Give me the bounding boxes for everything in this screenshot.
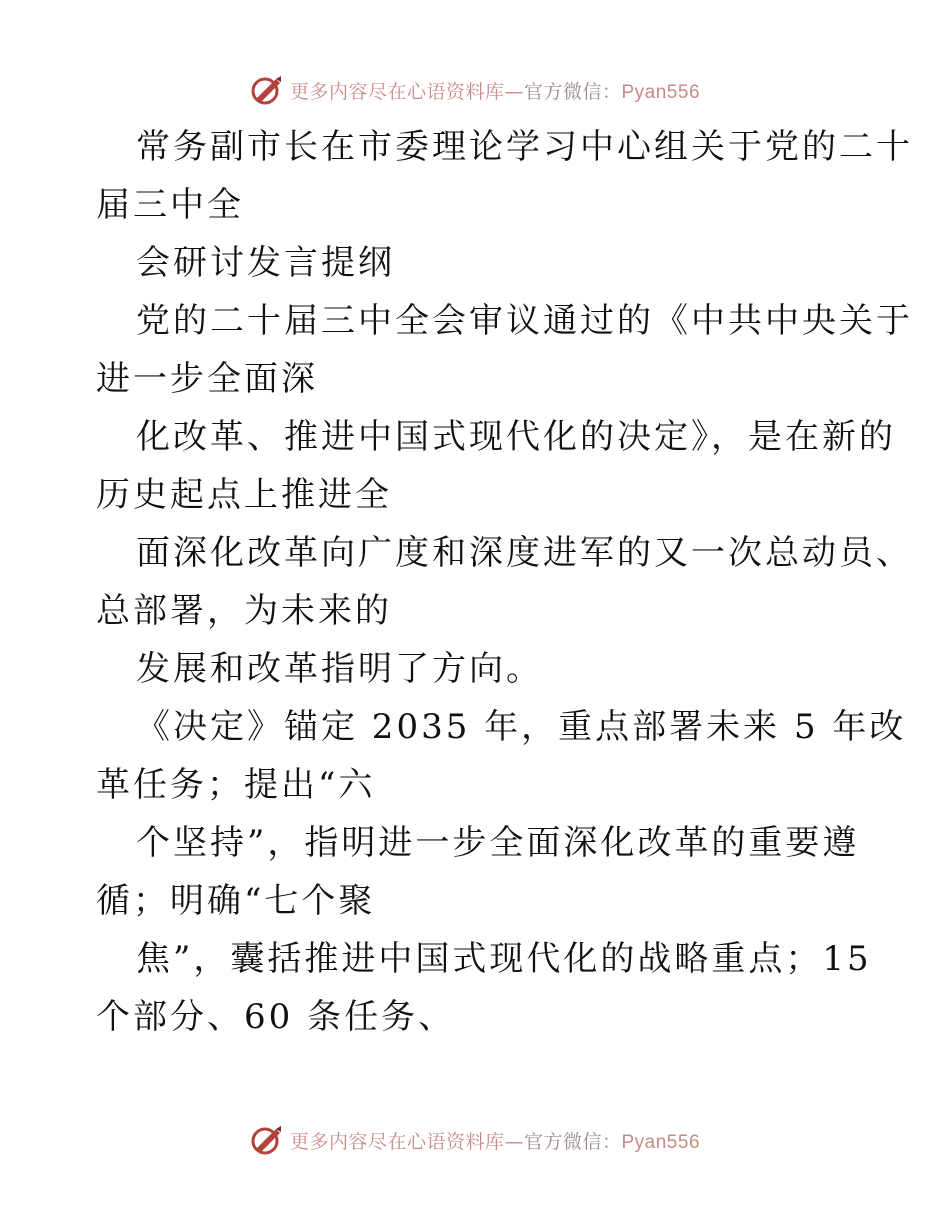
pen-logo-icon	[250, 73, 284, 107]
footer-banner-wechat-id: Pyan556	[621, 1131, 701, 1153]
doc-line: 历史起点上推进全	[96, 475, 392, 515]
doc-line: 循；明确“七个聚	[96, 881, 376, 921]
banner-title: 更多内容尽在心语资料库	[289, 80, 505, 103]
doc-line: 个坚持”，指明进一步全面深化改革的重要遵	[136, 823, 860, 863]
doc-line: 党的二十届三中全会审议通过的《中共中央关于	[136, 301, 913, 341]
footer-banner-title: 更多内容尽在心语资料库	[289, 1130, 505, 1153]
doc-line: 化改革、推进中国式现代化的决定》，是在新的	[136, 417, 896, 457]
doc-line: 发展和改革指明了方向。	[136, 649, 543, 689]
doc-line: 总部署，为未来的	[96, 591, 392, 631]
doc-line: 面深化改革向广度和深度进军的又一次总动员、	[136, 533, 913, 573]
banner-label	[290, 77, 700, 104]
doc-line: 焦”，囊括推进中国式现代化的战略重点；15	[136, 939, 872, 979]
footer-watermark	[0, 1120, 950, 1160]
doc-line: 届三中全	[96, 185, 244, 225]
pen-logo-icon	[250, 1123, 284, 1157]
header-watermark	[0, 70, 950, 110]
footer-banner-dash: —	[504, 1130, 524, 1153]
banner-official: 官方微信：	[523, 80, 622, 103]
doc-line: 个部分、60 条任务、	[96, 997, 456, 1037]
banner-wechat-id: Pyan556	[621, 81, 701, 103]
doc-line: 会研讨发言提纲	[136, 243, 395, 283]
document-body	[96, 118, 913, 1046]
doc-line: 革任务；提出“六	[96, 765, 376, 805]
footer-banner-official: 官方微信：	[523, 1130, 622, 1153]
doc-line: 《决定》锚定 2035 年，重点部署未来 5 年改	[136, 707, 907, 747]
doc-line: 常务副市长在市委理论学习中心组关于党的二十	[136, 127, 913, 167]
doc-line: 进一步全面深	[96, 359, 318, 399]
banner-dash: —	[504, 80, 524, 103]
footer-banner-label	[290, 1127, 700, 1154]
